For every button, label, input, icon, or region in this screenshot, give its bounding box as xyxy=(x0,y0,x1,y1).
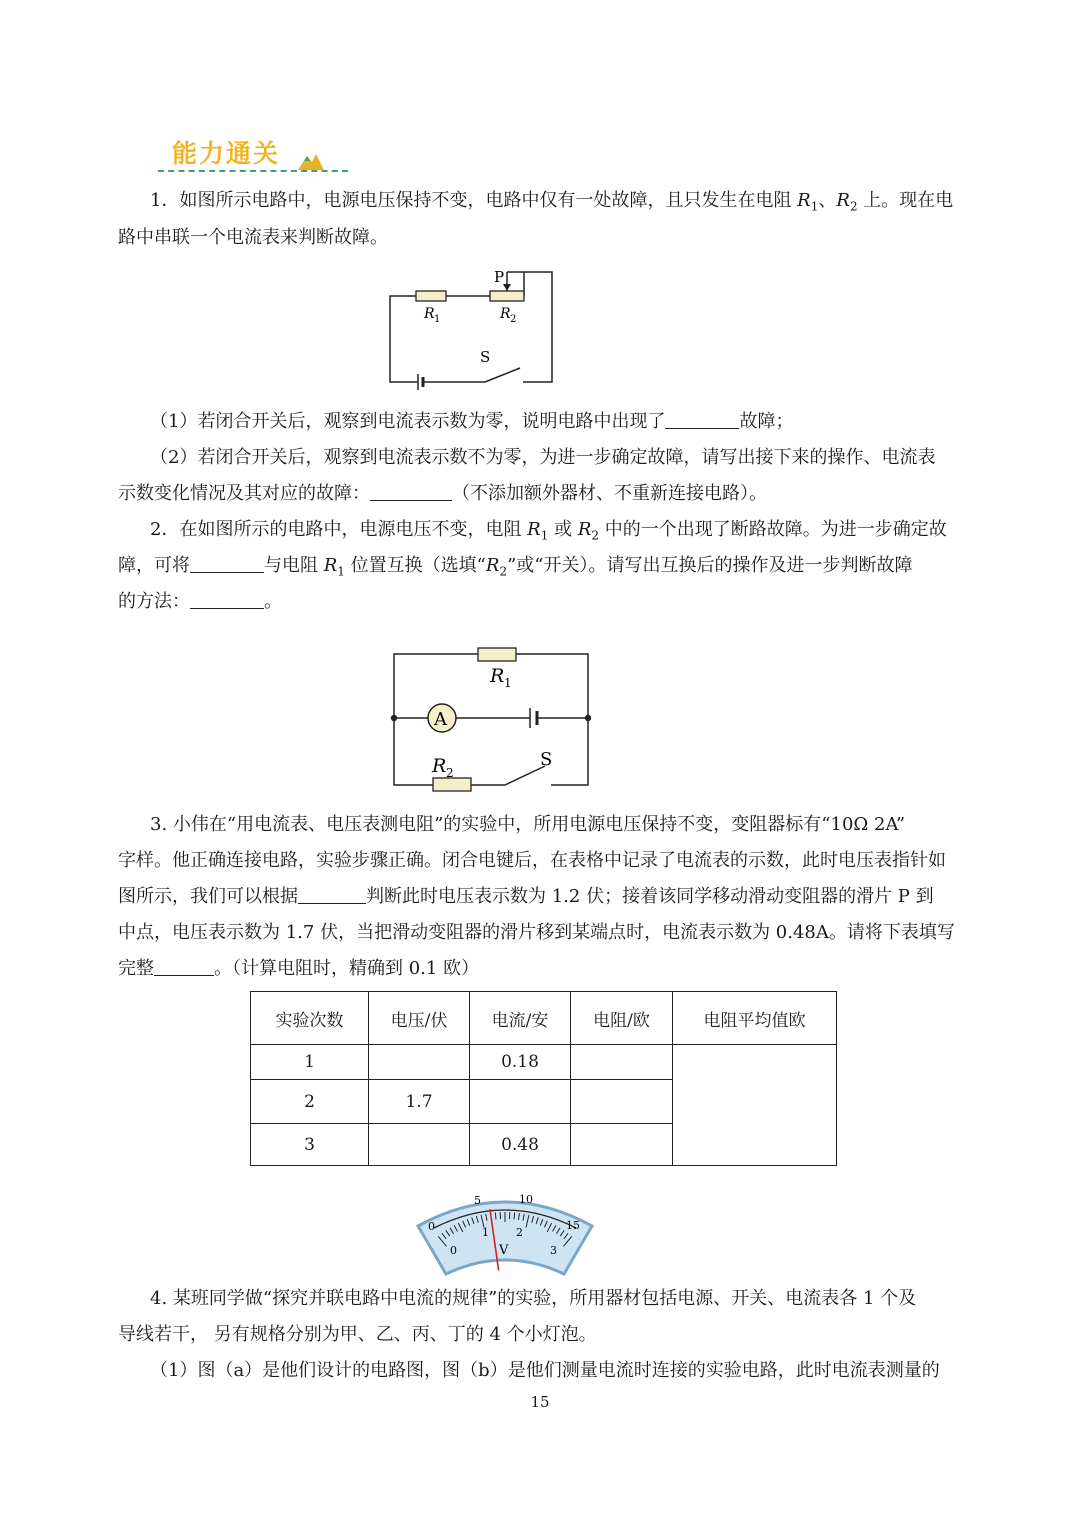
rheostat-r2 xyxy=(490,291,524,301)
section-heading xyxy=(172,134,280,170)
voltmeter-dial xyxy=(414,1186,596,1280)
q3-line-2: 字样。他正确连接电路，实验步骤正确。闭合电键后，在表格中记录了电流表的示数，此时电压表指针如 xyxy=(118,850,946,871)
answer-blank[interactable] xyxy=(298,885,366,904)
top-scale-label: 15 xyxy=(566,1219,580,1232)
r2-subscript: 2 xyxy=(510,314,517,325)
q3-line-1: 3. 小伟在“用电流表、电压表测电阻”的实验中，所用电源电压保持不变，变阻器标有“10Ω 2A” xyxy=(150,814,906,835)
q3-line-3: 图所示，我们可以根据 判断此时电压表示数为 1.2 伏；接着该同学移动滑动变阻器的滑片 P 到 xyxy=(118,886,934,907)
q2-line-2: 障，可将 与电阻 $R_1$ 位置互换（选填“$R_2$”或“开关）。请写出互换后的操作及进一步判断故障 xyxy=(118,555,913,579)
q2-line-3: 的方法： 。 xyxy=(118,591,282,612)
r2-subscript: 2 xyxy=(446,766,454,780)
table-header-cell: 电流/安 xyxy=(470,992,571,1045)
r1-subscript: 1 xyxy=(434,314,441,325)
table-cell[interactable] xyxy=(369,1124,470,1166)
q4-line-3: （1）图（a）是他们设计的电路图，图（b）是他们测量电流时连接的实验电路，此时电流表测量的 xyxy=(150,1360,940,1381)
table-header-row xyxy=(251,992,837,1045)
ammeter-label: A xyxy=(434,709,447,730)
table-cell: 3 xyxy=(251,1124,369,1166)
circuit-figure-1 xyxy=(380,262,570,392)
table-cell: 0.18 xyxy=(470,1045,571,1080)
answer-blank[interactable] xyxy=(154,957,214,976)
section-title: 能力通关 xyxy=(172,139,281,168)
mountain-icon xyxy=(298,150,324,170)
slider-label-p: P xyxy=(494,268,505,286)
table-header-cell: 电压/伏 xyxy=(369,992,470,1045)
meter-unit: V xyxy=(499,1243,509,1258)
answer-blank[interactable] xyxy=(190,590,264,609)
meter-tick xyxy=(495,1212,496,1219)
average-resistance-cell[interactable] xyxy=(673,1045,837,1166)
q1-line-2: 路中串联一个电流表来判断故障。 xyxy=(118,227,388,248)
battery-symbol xyxy=(418,374,423,390)
circuit-figure-2 xyxy=(380,640,610,800)
q1-sub1: （1）若闭合开关后，观察到电流表示数为零，说明电路中出现了 故障； xyxy=(150,411,794,432)
bottom-scale-label: 2 xyxy=(516,1226,523,1239)
page-number: 15 xyxy=(530,1393,550,1411)
answer-blank[interactable] xyxy=(190,554,264,573)
table-cell: 0.48 xyxy=(470,1124,571,1166)
table-cell[interactable] xyxy=(571,1045,673,1080)
battery-symbol xyxy=(530,708,537,728)
q1-sub2-cont: 示数变化情况及其对应的故障： （不添加额外器材、不重新连接电路）。 xyxy=(118,483,767,504)
r2-label: R xyxy=(432,755,447,777)
table-cell[interactable] xyxy=(369,1045,470,1080)
table-cell[interactable] xyxy=(571,1080,673,1124)
bottom-scale-label: 3 xyxy=(550,1244,557,1257)
table-row xyxy=(251,1045,837,1080)
table-cell: 1 xyxy=(251,1045,369,1080)
r1-label: R xyxy=(424,306,435,322)
top-scale-label: 10 xyxy=(519,1193,533,1206)
r1-label: R xyxy=(490,665,505,687)
answer-blank[interactable] xyxy=(370,482,452,501)
q1-line-1: 1．如图所示电路中，电源电压保持不变，电路中仅有一处故障，且只发生在电阻 $R_1$、$R_2$ 上。现在电 xyxy=(150,190,954,214)
bottom-scale-label: 1 xyxy=(482,1226,489,1239)
table-cell: 1.7 xyxy=(369,1080,470,1124)
q4-line-1: 4. 某班同学做“探究并联电路中电流的规律”的实验，所用器材包括电源、开关、电流表各 1 个及 xyxy=(150,1288,917,1309)
top-scale-label: 0 xyxy=(428,1220,435,1233)
top-scale-label: 5 xyxy=(474,1194,481,1207)
q2-line-1: 2．在如图所示的电路中，电源电压不变，电阻 $R_1$ 或 $R_2$ 中的一个出现了断路故障。为进一步确定故 xyxy=(150,519,947,543)
switch-label: S xyxy=(480,348,491,366)
q1-sub2: （2）若闭合开关后，观察到电流表示数不为零，为进一步确定故障，请写出接下来的操作、电流表 xyxy=(150,447,936,468)
table-header-cell: 电阻平均值欧 xyxy=(673,992,837,1045)
heading-underline xyxy=(158,170,348,172)
bottom-scale-label: 0 xyxy=(450,1244,457,1257)
q3-line-4: 中点，电压表示数为 1.7 伏，当把滑动变阻器的滑片移到某端点时，电流表示数为 0.48A。请将下表填写 xyxy=(118,922,955,943)
table-cell[interactable] xyxy=(470,1080,571,1124)
table-header-cell: 电阻/欧 xyxy=(571,992,673,1045)
q3-line-5: 完整 。（计算电阻时，精确到 0.1 欧） xyxy=(118,958,480,979)
resistor-r1 xyxy=(416,291,446,301)
q4-line-2: 导线若干， 另有规格分别为甲、乙、丙、丁的 4 个小灯泡。 xyxy=(118,1324,597,1345)
r2-label: R xyxy=(500,306,511,322)
experiment-table xyxy=(250,991,837,1166)
answer-blank[interactable] xyxy=(665,410,739,429)
meter-tick xyxy=(514,1212,515,1219)
table-header-cell: 实验次数 xyxy=(251,992,369,1045)
table-cell[interactable] xyxy=(571,1124,673,1166)
table-cell: 2 xyxy=(251,1080,369,1124)
resistor-r1 xyxy=(478,648,516,661)
r1-subscript: 1 xyxy=(504,676,512,690)
switch-label: S xyxy=(540,749,553,770)
